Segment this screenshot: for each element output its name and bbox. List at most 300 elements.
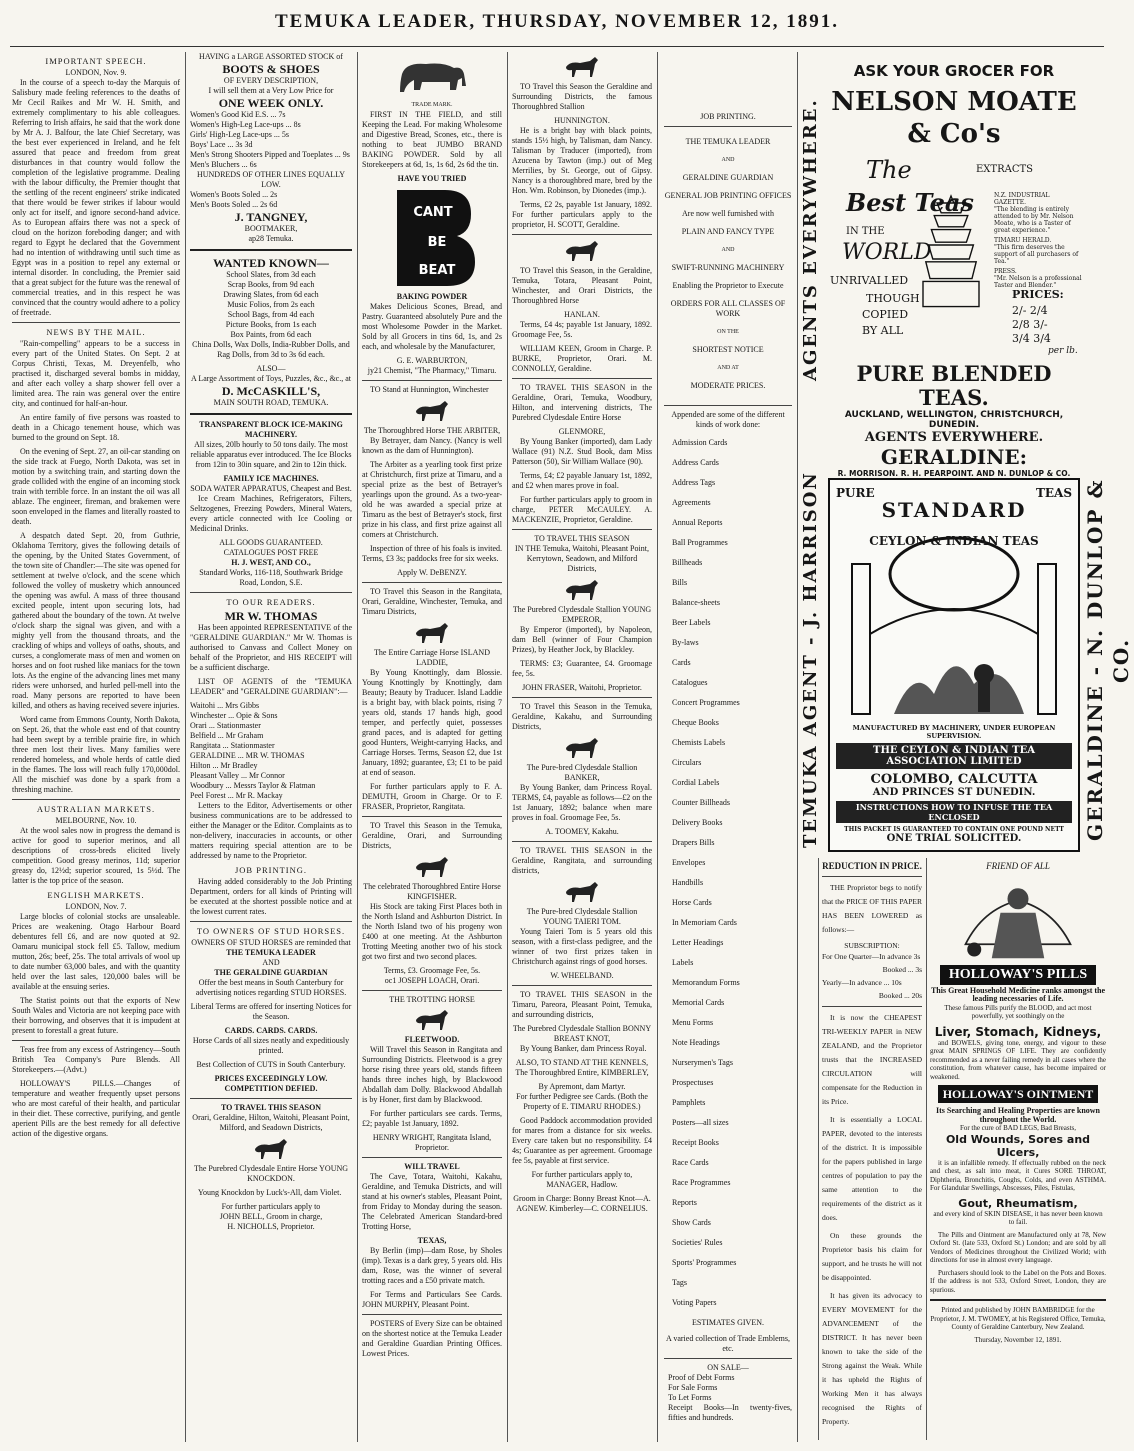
catalogue-line: CATALOGUES POST FREE (223, 548, 319, 557)
job-item: Address Tags (672, 478, 716, 487)
job-item: Circulars (672, 758, 702, 767)
emperor-heading: TO TRAVEL THIS SEASON (534, 534, 630, 543)
world-word: WORLD (842, 240, 932, 265)
horse-icon (412, 1008, 452, 1032)
price-row: 2/8 3/- (1012, 318, 1048, 331)
reduction-notice: THE Proprietor begs to notify that the PRICE OF THIS PAPER HAS BEEN LOWERED as follows:— (822, 882, 922, 934)
taieri-body: Young Taieri Tom is 5 years old this season, with a first-class pedigree, and the winner of two first prizes taken in Christchurch against rings of good horses. (512, 927, 652, 966)
wounds-line: Old Wounds, Sores and Ulcers, (945, 1132, 1091, 1159)
job-item: Annual Reports (672, 518, 723, 527)
warburton-name: G. E. WARBURTON, (396, 356, 468, 365)
local-para: It is essentially a LOCAL PAPER, devoted to the interests of the district. It is impossible for the papers published in large centres of population to pay the same attention to the requirements of the district as it does. (822, 1115, 922, 1222)
apply-line: For further particulars apply to (221, 1202, 321, 1211)
horse-icon (412, 399, 452, 423)
island-heading: The Entire Carriage Horse ISLAND LADDIE, (374, 648, 490, 667)
pure-blended: PURE BLENDED TEAS. (856, 361, 1052, 410)
nelson-moate-name: NELSON MOATE & Co's (831, 87, 1077, 149)
baking-powder-b-logo (387, 188, 477, 288)
mccaskill-name: D. McCASKILL'S, (221, 384, 321, 398)
movement-para: It has given its advocacy to EVERY MOVEMENT for the ADVANCEMENT of the DISTRICT. It has never been known to take the side of the Strong against the Weak. While it has upheld the Rights of Working Men it has always recognised the Rights of Property. (822, 1291, 922, 1426)
hunnington-heading: TO Travel this Season the Geraldine and Surrounding Districts, the famous Thoroughbred Stallion (512, 82, 652, 111)
estimates-line: ESTIMATES GIVEN. (692, 1318, 764, 1327)
agent-item: Peel Forest ... Mr R. Mackay (190, 791, 283, 800)
paddock-line: Good Paddock accommodation provided for mares from a distance for six weeks. Every care taken but no responsibility. £4 4s; Guarantee as per agreement. Groomage fee 5s, payable at first service. (512, 1116, 652, 1165)
cuts-line: Best Collection of CUTS in South Canterbury. (196, 1060, 346, 1069)
press-body: "Mr. Nelson is a professional Taster and Blender." (994, 275, 1082, 289)
job-item: Memorandum Forms (672, 978, 740, 987)
job-item: Admission Cards (672, 438, 728, 447)
job-item: Labels (672, 958, 694, 967)
by-all-word: BY ALL (862, 324, 904, 337)
leader-name: THE TEMUKA LEADER (226, 948, 316, 957)
swift-line: SWIFT-RUNNING MACHINERY (671, 263, 785, 272)
job-item: Catalogues (672, 678, 708, 687)
moderate-line: MODERATE PRICES. (690, 381, 766, 390)
speech-body: In the course of a speech to-day the Marquis of Salisbury made feeling references to the deaths of Mr Cecil Raikes and Mr W. H. Smith, and extremely complimentary to his able colleagues. Referring to Irish affairs, he said that the work done by Mr A. J. Balfour, the late Chief Secretary, was the best ever experienced in Ireland, and he felt assured that peace and freedom from great disturbances in that country would follow the completion of the legislative programme. Dealing with the labour difficulty, the Premier thought that the settling of the recent engineers' strike indicated that there would be fewer strikes if labour would only act for itself, and ignore second-hand advice. As to European affairs there was not a speck of cloud on the horizon foreboding danger; and with regard to Egypt he declared that the Government had no intention of withdrawing until such time as Egypt was in a position to repel any external or internal disorder. In concluding, the Premier said that a great subject for the future was the renewal of commercial treaties, and in this respect he was convinced that the country would adhere to a policy of freetrade. (12, 78, 180, 317)
agnew-line: Groom in Charge: Bonny Breast Knot—A. AGNEW. Kimberley—C. CORNELIUS. (513, 1194, 651, 1213)
job-item: Concert Programmes (672, 698, 740, 707)
job-item: Voting Papers (672, 1298, 717, 1307)
aus-heading: AUSTRALIAN MARKETS. (36, 804, 156, 814)
liver-line: Liver, Stomach, Kidneys, (934, 1024, 1102, 1039)
reduction-column (822, 862, 922, 1440)
price-row: 2/- 2/4 (1012, 304, 1048, 317)
job-item: Counter Billheads (672, 798, 730, 807)
geraldine-dunlop-vertical: GERALDINE - N. DUNLOP & CO. (1083, 478, 1133, 842)
packet-line: THIS PACKET IS GUARANTEED TO CONTAIN ONE POUND NETT (844, 826, 1064, 833)
instructions-banner: INSTRUCTIONS HOW TO INFUSE THE TEA ENCLOSED (836, 801, 1072, 823)
cards-body: Horse Cards of all sizes neatly and expeditiously printed. (192, 1036, 350, 1055)
ice-heading: TRANSPARENT BLOCK ICE-MAKING MACHINERY. (199, 420, 343, 439)
job-items-list (664, 438, 792, 1308)
tangney-name: J. TANGNEY, (234, 210, 308, 224)
family-ice: FAMILY ICE MACHINES. (223, 474, 319, 483)
gazette-title: N.Z. INDUSTRIAL GAZETTE. (994, 192, 1050, 206)
holloways-pills-banner: HOLLOWAY'S PILLS (940, 965, 1096, 985)
job-item: Menu Forms (672, 1018, 714, 1027)
extracts-word: EXTRACTS (976, 164, 1034, 175)
banker-heading: TO Travel this Season in the Temuka, Geraldine, Kakahu, and Surrounding Districts, (512, 702, 652, 731)
purchasers-para: Purchasers should look to the Label on the Pots and Boxes. If the address is not 533, Oxford Street, London, they are spurious. (930, 1268, 1106, 1294)
horse-icon (562, 880, 602, 904)
merchants-line: R. MORRISON. R. H. PEARPOINT. AND N. DUNLOP & CO. (837, 469, 1071, 478)
stock-line: I will sell them at a Very Low Price for (208, 86, 334, 95)
mccaskill-address: MAIN SOUTH ROAD, TEMUKA. (213, 398, 329, 407)
beat-text: BEAT (418, 263, 456, 278)
job-item: Tags (672, 1278, 687, 1287)
holloway-advt: HOLLOWAY'S PILLS.—Changes of temperature and weather frequently upset persons who are most careful of their health, and particular in their diet. These corrective, purifying, and gentle aperient Pills are the best remedy for all defective action of the digestive organs. (12, 1079, 180, 1138)
kingfisher-heading: TO Travel this Season in the Temuka, Geraldine, Orari, and Surrounding Districts, (362, 821, 502, 850)
agent-item: GERALDINE ... MR W. THOMAS (190, 751, 305, 760)
job-item: Chemists Labels (672, 738, 726, 747)
agent-item: Pleasant Valley ... Mr Connor (190, 771, 285, 780)
bell-line: JOHN BELL, Groom in charge, (219, 1212, 323, 1221)
b-body: Makes Delicious Scones, Bread, and Pastry. Guaranteed absolutely Pure and the most Wholesome Powder in the Market. Sold by all Grocers in tins 6d, 1s, and 2s each, and wholesale by the Manufacturer, (362, 302, 502, 351)
aus-dateline: MELBOURNE, Nov. 10. (55, 816, 137, 825)
emperor-places: IN THE Temuka, Waitohi, Pleasant Point, Kerrytown, Seadown, and Milford Districts, (515, 544, 649, 573)
stand-line: TO Stand at Hunnington, Winchester (370, 385, 489, 394)
debenzy-line: Apply W. DeBENZY. (397, 568, 467, 577)
column-separator (797, 52, 798, 1442)
stock-heading: HAVING a LARGE ASSORTED STOCK of (199, 52, 343, 61)
kingfisher-body: His Stock are taking First Places both in the North Island and Ashburton District. In the North Island two of his progeny won £400 at one meeting. At the Ashburton Trotting Meeting another two of his stock got two first and two second places. (362, 902, 502, 961)
eng-body: Large blocks of colonial stocks are unsaleable. Prices are weakening. Otago Harbour Board debentures fell £6, and are now quoted at 92. Oamaru municipal stock fell £5. Tallow, medium mutton, 26s; beef, 25s. The total arrivals of wool up to date number 63,000 bales, and with the quantity held over the last sales, 120,000 bales will be available at the ensuing series. (12, 912, 180, 991)
wright-line: HENRY WRIGHT, Rangitata Island, Proprietor. (372, 1133, 492, 1152)
job-item: Note Headings (672, 1038, 720, 1047)
herald-body: "This firm deserves the support of all purchasers of Tea." (994, 244, 1079, 265)
shortest-line: SHORTEST NOTICE (692, 345, 764, 354)
geraldine-title: GERALDINE: (880, 445, 1028, 469)
grounds-para: On these grounds the Proprietor basis his claim for support, and he trusts he will not be disappointed. (822, 1231, 922, 1282)
stock-sub: OF EVERY DESCRIPTION, (223, 76, 319, 85)
mail-para: "Rain-compelling" appears to be a success in every part of the United States. On Sept. 2 at Corpus Christi, Texas, M. Dreyenfelb, who practised it, discharged several bombs in midday, and after each volley a sharp shower fell over a limited area. The rain was general over the entire city, and continued for half-an-hour. (12, 339, 180, 408)
divider (664, 1358, 792, 1359)
job-item: Cards (672, 658, 691, 667)
divider (512, 378, 652, 379)
type-line: PLAIN AND FANCY TYPE (681, 227, 775, 236)
stats-body: The Statist points out that the exports of New South Wales and Victoria are not keeping pace with their borrowing, and observes that it is impudent at present to forestall a great future. (12, 996, 180, 1035)
household-line: This Great Household Medicine ranks amongst the leading necessaries of Life. (930, 985, 1106, 1003)
prices-label: PRICES: (1012, 288, 1064, 301)
job-body: Having added considerably to the Job Printing Department, orders for all kinds of Printing will be executed at the shortest possible notice and at the lowest current rates. (190, 877, 352, 916)
texas-sire: By Berlin (imp)—dam Rose, by Sholes (imp). Texas is a dark grey, 5 years old. His dam, Rose, was the winner of several trotting races and a £50 private match. (362, 1246, 502, 1285)
princes-line: AND PRINCES ST DUNEDIN. (872, 787, 1036, 798)
also-line: ALSO— (256, 364, 286, 373)
gazette-body: "The blending is entirely attended to by Mr. Nelson Moate, who is a Taster of great experience." (994, 206, 1074, 234)
glenmore-heading: TO TRAVEL THIS SEASON in the Geraldine, Orari, Temuka, Woodbury, Hilton, and intervening districts, The Purebred Clydesdale Entire Horse (512, 383, 652, 422)
agent-item: Winchester ... Opie & Sons (190, 711, 278, 720)
job-item: Reports (672, 1198, 697, 1207)
association-banner: THE CEYLON & INDIAN TEA ASSOCIATION LIMITED (836, 743, 1072, 769)
speech-heading: IMPORTANT SPEECH. (45, 56, 147, 66)
divider (512, 985, 652, 986)
agents-heading: LIST OF AGENTS of the "TEMUKA LEADER" and "GERALDINE GUARDIAN":— (190, 677, 352, 696)
divider (12, 1040, 180, 1041)
holloways-ointment-banner: HOLLOWAY'S OINTMENT (938, 1085, 1098, 1103)
job-printing-title: JOB PRINTING. (700, 112, 756, 121)
mail-para: Word came from Emmons County, North Dakota, on Sept. 26, that the whole east end of that country had been swept by a terrible prairie fire, in which three men lost their lives. Many families were rendered homeless, and whole herds of cattle died in the flames. The loss will reach fully 170,000dol. All the mischief was done by a spark from a threshing machine. (12, 715, 180, 794)
job-item: Societies' Rules (672, 1238, 723, 1247)
job-heading: JOB PRINTING. (234, 865, 308, 875)
posters-line: POSTERS of Every Size can be obtained on the shortest notice at the Temuka Leader and Geraldine Guardian Printing Offices. Lowest Prices. (362, 1319, 502, 1358)
low-line: PRICES EXCEEDINGLY LOW. (214, 1074, 328, 1083)
mail-heading: NEWS BY THE MAIL. (46, 327, 146, 337)
column-1 (12, 52, 180, 1442)
price-item: Women's High-Leg Lace-ups ... 8s (190, 120, 301, 129)
column-separator (357, 52, 358, 1442)
hunnington-terms: Terms, £2 2s, payable 1st January, 1892. For further particulars apply to the proprietor, H. SCOTT, Geraldine. (512, 200, 652, 229)
gout-line: Gout, Rheumatism, (958, 1196, 1078, 1210)
and-line: AND (262, 958, 280, 967)
job-item: By-laws (672, 638, 699, 647)
job-item: Race Programmes (672, 1178, 731, 1187)
agent-item: Belfield ... Mr Graham (190, 731, 264, 740)
arbiter-body: The Arbiter as a yearling took first prize at Christchurch, first prize at Timaru, and a special prize as the best of Betrayer's yearlings upon the ground. As a two-year-old he was awarded a special prize at Timaru as the best of Betrayer's stock, first prize in his class, and first prize against all comers at Christchurch. (362, 460, 502, 539)
mail-para: An entire family of five persons was roasted to death in a Chicago tenement house, which was burned to the ground on Sept. 18. (12, 413, 180, 442)
quarter-line: For One Quarter—In advance 3s (822, 952, 921, 961)
jumbo-body: FIRST IN THE FIELD, and still Keeping the Lead. For making Wholesome and Digestive Bread, Scones, etc., there is nothing to beat JUMBO BRAND BAKING POWDER. Sold by all Storekeepers at 6d, 1s, 1s 6d, 2s 6d the tin. (362, 110, 502, 169)
agent-item: Woodbury ... Messrs Taylor & Flatman (190, 781, 316, 790)
price-item: Men's Boots Soled ... 2s 6d (190, 200, 278, 209)
stock-title: BOOTS & SHOES (222, 62, 320, 76)
glenmore-name: GLENMORE, (558, 427, 606, 436)
job-item: Prospectuses (672, 1078, 714, 1087)
office-line: GERALDINE GUARDIAN (682, 173, 774, 182)
owners-line: OWNERS OF STUD HORSES are reminded that (191, 938, 351, 947)
banker-body: By Young Banker, dam Princess Royal. TERMS, £4, payable as follows—£2 on the 1st January, 1892; balance when mare proves in foal. Groomage Fee, 5s. (512, 783, 652, 822)
bowels-para: and BOWELS, giving tone, energy, and vigour to these great MAIN SPRINGS OF LIFE. They are confidently recommended as a never failing remedy in all cases where the constitution, from whatever cause, has become impaired or weakened. (930, 1038, 1106, 1081)
cure-line: For the cure of BAD LEGS, Bad Breasts, (959, 1124, 1077, 1132)
yearly-line: Yearly—In advance ... 10s (822, 978, 902, 987)
job-item: Agreements (672, 498, 711, 507)
herald-title: TIMARU HERALD. (994, 237, 1052, 244)
divider (512, 841, 652, 842)
school-item: School Bags, from 4d each (227, 310, 315, 319)
though-word: THOUGH (866, 292, 920, 305)
pharmacy-line: jy21 Chemist, "The Pharmacy," Timaru. (367, 366, 497, 375)
bonny-heading: TO TRAVEL THIS SEASON in the Timaru, Pareora, Pleasant Point, Temuka, and surrounding districts, (512, 990, 652, 1019)
subscription-heading: SUBSCRIPTION: (844, 940, 900, 950)
job-item: Letter Headings (672, 938, 724, 947)
job-item: Race Cards (672, 1158, 709, 1167)
divider (362, 1157, 502, 1158)
be-text: BE (427, 235, 447, 250)
job-item: Drapers Bills (672, 838, 715, 847)
ice-more: Ice Cream Machines, Refrigerators, Filters, Seltzogenes, Freezing Powders, Mineral Waters, every article connected with Ice Cooling or Medicinal Drinks. (190, 494, 352, 533)
ceylon-tea-ad (828, 478, 1080, 852)
texas-body: The Cave, Totara, Waitohi, Kakahu, Geraldine, and Temuka Districts, and will stand at his owner's stables, Pleasant Point, from Friday to Monday during the season. The Celebrated American Standard-bred Trotting Horse, (362, 1172, 502, 1231)
china-line: China Dolls, Wax Dolls, India-Rubber Dolls, and Rag Dolls, from 3d to 3s 6d each. (192, 340, 350, 359)
manager-line: For further particulars apply to, MANAGER, Hadlow. (531, 1170, 633, 1189)
office-line: AND (721, 157, 735, 163)
elephant-icon (392, 56, 472, 96)
ceylon-indian-teas: CEYLON & INDIAN TEAS (869, 534, 1039, 548)
west-address: Standard Works, 116-118, Southwark Bridge Road, London, S.E. (199, 568, 343, 587)
office-line: GENERAL JOB PRINTING OFFICES (664, 191, 792, 200)
divider (664, 126, 792, 127)
job-item: Delivery Books (672, 818, 723, 827)
column-3 (362, 52, 502, 1442)
kingfisher-terms: Terms, £3. Groomage Fee, 5s. (383, 966, 481, 975)
column-separator (185, 52, 186, 1442)
will-travel: WILL TRAVEL (404, 1162, 460, 1171)
job-item: Nurserymen's Tags (672, 1058, 733, 1067)
holloway-column (930, 862, 1106, 1440)
thomas-body: Has been appointed REPRESENTATIVE of the "GERALDINE GUARDIAN." Mr W. Thomas is authorised to Canvass and Collect Money on behalf of the Proprietor, and HIS RECEIPT will be a sufficient discharge. (190, 623, 352, 672)
price-list (190, 110, 352, 170)
divider (190, 592, 352, 593)
divider (822, 1006, 922, 1007)
job-item: Handbills (672, 878, 704, 887)
price-item: Women's Good Kid E.S. ... 7s (190, 110, 286, 119)
appended-line: Appended are some of the different kinds of work done: (671, 410, 785, 429)
island-apply: For further particulars apply to F. A. DEMUTH, Groom in Charge. Or to F. FRASER, Proprietor, Rangitata. (362, 782, 502, 811)
eng-heading: ENGLISH MARKETS. (47, 890, 145, 900)
agent-item: Waitohi ... Mrs Gibbs (190, 701, 260, 710)
job-item: Beer Labels (672, 618, 711, 627)
trotting-heading: THE TROTTING HORSE (389, 995, 475, 1004)
masthead: TEMUKA LEADER, THURSDAY, NOVEMBER 12, 1891. (274, 11, 840, 32)
aus-body: At the wool sales now in progress the demand is active for good to superior merinos, and all descriptions of cross-breds elicited lively competition. Good greasy merinos, 11d; superior greasy do, 12½d; superior scoured, 1s 5½d. The latter is the top price of the season. (12, 826, 180, 885)
unrivalled-word: UNRIVALLED (830, 274, 909, 287)
emperor-title: The Purebred Clydesdale Stallion YOUNG EMPEROR, (512, 605, 652, 624)
divider (362, 582, 502, 583)
competition-line: COMPETITION DEFIED. (224, 1084, 318, 1093)
job-item: Address Cards (672, 458, 719, 467)
arbiter-foals: Inspection of three of his foals is invited. Terms, £3 3s; paddocks free for six weeks. (362, 544, 502, 563)
school-item: Drawing Slates, from 6d each (223, 290, 319, 299)
divider (362, 816, 502, 817)
eng-dateline: LONDON, Nov. 7. (65, 902, 127, 911)
glenmore-terms: Terms, £4; £2 payable January 1st, 1892, and £2 when mares prove in foal. (512, 471, 652, 490)
toys-line: A Large Assortment of Toys, Puzzles, &c., &c., at (190, 374, 351, 383)
mail-para: A despatch dated Sept. 20, from Guthrie, Oklahoma Territory, gives the following details of the opening, by the United States Government, of the town site of Chandler:—The site was opened for settlement at twelve o'clock, and the scene which followed the volley of musketry which announced the opening was awful. A mass of three thousand excited people, intent upon securing lots, had gathered about the boundary of the town. At twelve o'clock sharp the signal was given, and with a mighty yell from the thousand throats, and the crackling of whips and volleys of oaths, shouts, and curses, a conglomerate mass of men and women on horses and on foot rushed like maniacs for the town lots. As the engine of the advancing lines met many riders were unhorsed, and hurled pell-mell into the road. Many persons are reported to have been killed, and others as having received severe injuries. (12, 531, 180, 710)
fleetwood-terms: For further particulars see cards. Terms, £2; payable 1st January, 1892. (362, 1109, 502, 1128)
ice-body: All sizes, 20lb hourly to 50 tons daily. The most reliable apparatus ever introduced. The Ice Blocks from 12in to 30in square, and 2in to 12in thick. (190, 440, 352, 469)
job-item: Ball Programmes (672, 538, 728, 547)
travel-places: Orari, Geraldine, Hilton, Waitohi, Pleasant Point, Milford, and Seadown Districts, (192, 1113, 350, 1132)
divider (930, 1299, 1106, 1301)
best-teas: Best Teas (846, 188, 974, 217)
nicholls-line: H. NICHOLLS, Proprietor. (227, 1222, 315, 1231)
divider (190, 1098, 352, 1099)
kimberley-sire: By Apremont, dam Martyr. (538, 1082, 626, 1091)
holloway-figure-icon (948, 873, 1088, 963)
agent-item: Rangitata ... Stationmaster (190, 741, 275, 750)
column-separator (818, 858, 820, 1440)
job-item: Balance-sheets (672, 598, 720, 607)
taieri-title: The Pure-bred Clydesdale Stallion YOUNG TAIERI TOM. (526, 907, 638, 926)
horse-icon (562, 239, 602, 263)
baking-powder-label: BAKING POWDER (396, 292, 468, 301)
agent-item: Hilton ... Mr Bradley (190, 761, 258, 770)
imprint-date: Thursday, November 12, 1891. (974, 1335, 1062, 1344)
cards-heading: CARDS. CARDS. CARDS. (224, 1026, 318, 1035)
knockdon-title: The Purebred Clydesdale Entire Horse YOUNG KNOCKDON. (193, 1164, 349, 1183)
mackenzie-line: For further particulars apply to groom in charge, PETER McCAULEY. A. MACKENZIE, Proprietor, Geraldine. (512, 495, 652, 524)
stud-heading: TO OWNERS OF STUD HORSES. (196, 926, 346, 936)
texas-name: TEXAS, (417, 1236, 447, 1245)
stud-body: Offer the best means in South Canterbury for advertising notices regarding STUD HORSES. (195, 978, 347, 997)
divider (362, 1314, 502, 1315)
price-item: Men's Strong Shooters Pipped and Toeplates ... 9s (190, 150, 350, 159)
divider (512, 529, 652, 530)
office-line: THE TEMUKA LEADER (685, 137, 771, 146)
loach-line: oc1 JOSEPH LOACH, Orari. (384, 976, 480, 985)
divider (12, 799, 180, 800)
tangney-sub: BOOTMAKER, (244, 224, 298, 233)
column-5 (664, 52, 792, 1442)
enabling-line: Enabling the Proprietor to Execute (672, 281, 784, 290)
cheapest-para: It is now the CHEAPEST TRI-WEEKLY PAPER in NEW ZEALAND, and the Proprietor trusts that the INCREASED CIRCULATION will compensate for the Reduction in its Price. (822, 1013, 922, 1106)
job-item: Horse Cards (672, 898, 712, 907)
booked-line: Booked ... 3s (882, 965, 922, 974)
agents-everywhere-vertical: AGENTS EVERYWHERE. (800, 98, 821, 382)
divider (190, 413, 352, 415)
nelson-moate-ad (826, 62, 1082, 478)
horse-icon (251, 1137, 291, 1161)
friend-of-all: FRIEND OF ALL (986, 861, 1050, 871)
horse-icon (412, 621, 452, 645)
column-2 (190, 52, 352, 1442)
furnished-line: Are now well furnished with (682, 209, 774, 218)
divider (512, 697, 652, 698)
trade-mark: TRADE MARK. (411, 102, 453, 108)
bonny-title: The Purebred Clydesdale Stallion BONNY BREAST KNOT, (512, 1024, 652, 1043)
job-item: In Memoriam Cards (672, 918, 737, 927)
repair-list (190, 190, 352, 210)
sale-item: To Let Forms (668, 1393, 712, 1402)
agents-list (190, 701, 352, 801)
column-4 (512, 52, 652, 1442)
reduction-heading: REDUCTION IN PRICE. (822, 861, 922, 871)
sale-list (664, 1373, 792, 1423)
cant-text: CANT (413, 205, 453, 220)
sale-item: For Sale Forms (668, 1383, 718, 1392)
sale-item: Proof of Debt Forms (668, 1373, 735, 1382)
booked-line: Booked ... 20s (878, 991, 922, 1000)
liberal-line: Liberal Terms are offered for inserting Notices for the Season. (190, 1002, 352, 1021)
wanted-heading: WANTED KNOWN— (213, 256, 329, 270)
arbiter-heading: The Thoroughbred Horse THE ARBITER, (363, 426, 501, 435)
west-name: H. J. WEST, AND CO., (231, 558, 311, 567)
goods-line: ALL GOODS GUARANTEED. (219, 538, 323, 547)
manufactured-para: The Pills and Ointment are Manufactured only at 78, New Oxford St. (late 533, Oxford St.) London; and are sold by all Vendors of Medicines throughout the Civilized World; with directions for use in almost every language. (930, 1230, 1106, 1264)
toomey-line: A. TOOMEY, Kakahu. (545, 827, 619, 836)
school-list (190, 270, 352, 340)
column-separator (926, 858, 928, 1440)
knockdon-sire: Young Knockdon by Luck's-All, dam Violet. (198, 1188, 342, 1197)
temple-illustration-icon (834, 524, 1074, 724)
masthead-rule (10, 46, 1104, 47)
gout-body: and every kind of SKIN DISEASE, it has never been known to fail. (933, 1209, 1103, 1226)
kennels-line: ALSO, TO STAND AT THE KENNELS, The Thoroughbred Entire, KIMBERLEY, (515, 1058, 649, 1077)
hundreds-line: HUNDREDS OF OTHER LINES EQUALLY LOW. (196, 170, 346, 189)
price-row: 3/4 3/4 (1012, 332, 1051, 345)
readers-heading: TO OUR READERS. (226, 597, 316, 607)
price-item: Girls' High-Leg Lace-ups ... 5s (190, 130, 289, 139)
thomas-name: MR W. THOMAS (224, 609, 318, 623)
horse-icon (562, 55, 602, 79)
divider (664, 405, 792, 406)
have-tried: HAVE YOU TRIED (397, 174, 467, 183)
job-item: Envelopes (672, 858, 706, 867)
hunnington-body: He is a bright bay with black points, stands 15½ high, by Talisman, dam Nancy. Talisman by Traducer (imported), from Azucena by Tawton (imp.) out of Meg Merrilies, by St. George, out of Gipsy. Nancy is a thoroughbred mare, bred by the Hon. Wm. Robinson, by Dionedes (imp.). (512, 126, 652, 195)
travel-heading: TO TRAVEL THIS SEASON (220, 1103, 322, 1112)
pills-body: These famous Pills purify the BLOOD, and act most powerfully, yet soothingly on the (944, 1003, 1092, 1020)
job-item: Memorial Cards (672, 998, 725, 1007)
divider (12, 322, 180, 323)
on-sale-line: ON SALE— (707, 1363, 749, 1372)
price-item: Boys' Lace ... 3s 3d (190, 140, 253, 149)
letters-body: Letters to the Editor, Advertisements or other business communications are to be addressed to either the Manager or the Editor. Complaints as to non-delivery, inaccuracies in accounts, or other matters requiring special attention are to be addressed by name to the Proprietor. (190, 801, 352, 860)
taieri-heading: TO TRAVEL THIS SEASON in the Geraldine, Rangitata, and surrounding districts, (512, 846, 652, 875)
mail-para: On the evening of Sept. 27, an oil-car standing on the side track at Fuego, North Dakota, was set in motion by a switching train, and starting down the grade collided with the engine of an incoming stock train with terrible force. In an instant the oil was all ablaze. The engineer, fireman, and brakemen were soon enveloped in the flames and literally roasted to death. (12, 447, 180, 526)
fleetwood-name: FLEETWOOD. (404, 1035, 460, 1044)
press-title: PRESS. (994, 268, 1017, 275)
job-item: Posters—all sizes (672, 1118, 729, 1127)
colombo-line: COLOMBO, CALCUTTA (870, 772, 1038, 787)
speech-dateline: LONDON, Nov. 9. (65, 68, 127, 77)
job-item: Cordial Labels (672, 778, 720, 787)
job-item: Billheads (672, 558, 703, 567)
divider (362, 380, 502, 381)
imprint-para: Printed and published by JOHN BAMBRIDGE for the Proprietor, J. M. TWOMEY, at his Registered Office, Temuka, County of Geraldine Canterbury, New Zealand. (930, 1306, 1106, 1331)
rangitata-heading: TO Travel this Season in the Rangitata, Orari, Geraldine, Winchester, Temuka, and Timaru Districts, (362, 587, 502, 616)
stock-week: ONE WEEK ONLY. (218, 96, 324, 110)
fraser-line: JOHN FRASER, Waitohi, Proprietor. (522, 683, 642, 692)
standard-word: STANDARD (881, 498, 1027, 522)
